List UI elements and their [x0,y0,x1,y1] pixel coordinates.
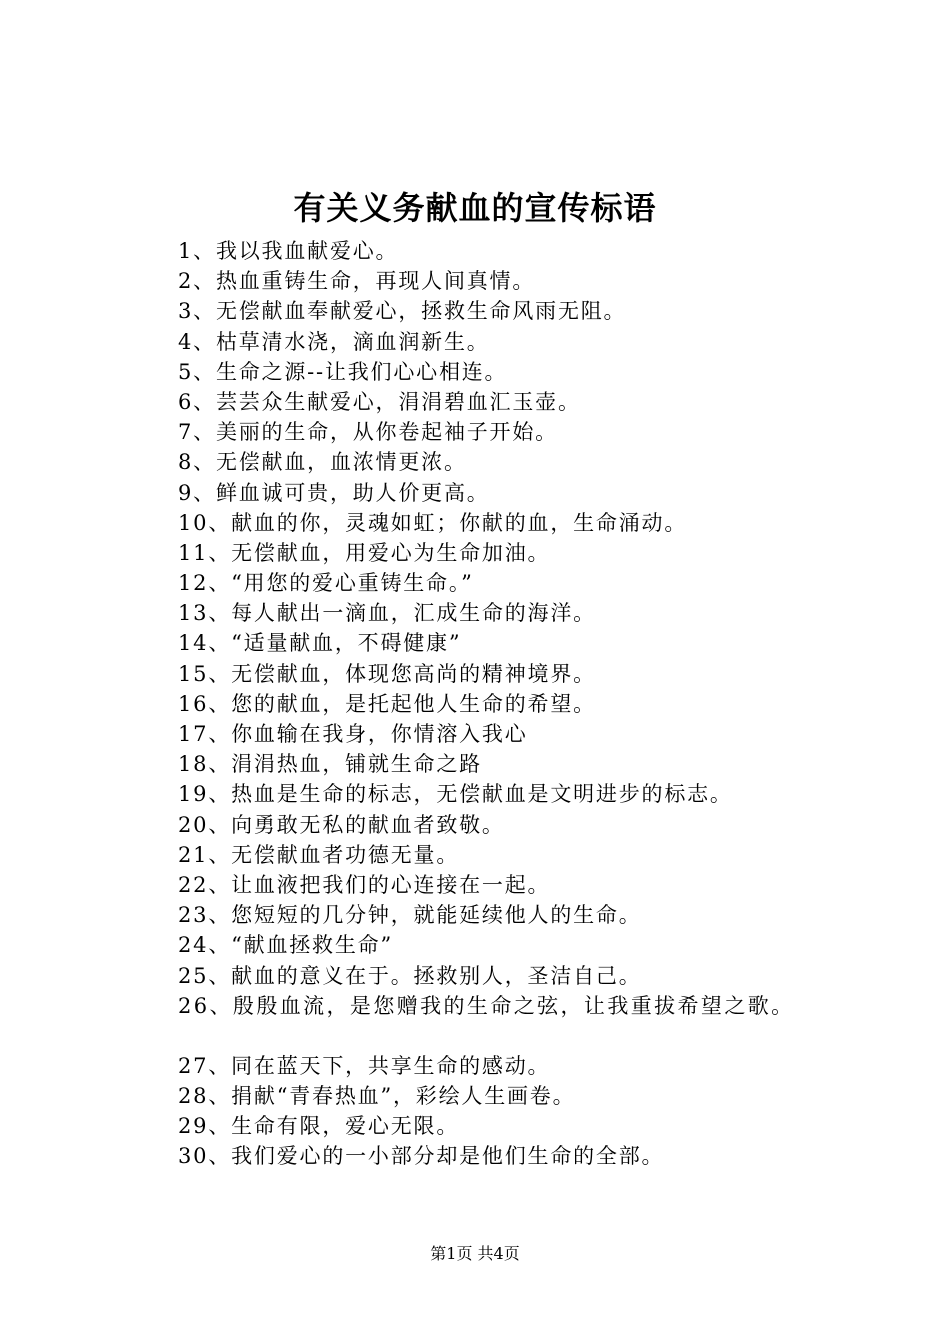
slogan-item: 28、捐献“青春热血”，彩绘人生画卷。 [178,1084,576,1109]
slogan-item: 6、芸芸众生献爱心，涓涓碧血汇玉壶。 [178,389,581,414]
slogan-item: 12、“用您的爱心重铸生命。” [178,571,474,596]
slogan-item: 15、无偿献血，体现您高尚的精神境界。 [178,661,596,686]
slogan-item: 26、殷殷血流，是您赠我的生命之弦，让我重拔希望之歌。 [178,993,795,1018]
slogan-item: 13、每人献出一滴血，汇成生命的海洋。 [178,601,596,626]
slogan-item: 9、鲜血诚可贵，助人价更高。 [178,480,490,505]
slogan-item: 5、生命之源--让我们心心相连。 [178,359,508,384]
slogan-item: 29、生命有限，爱心无限。 [178,1114,460,1139]
slogan-list [178,236,938,1172]
slogan-item: 3、无偿献血奉献爱心，拯救生命风雨无阻。 [178,299,627,324]
slogan-item: 27、同在蓝天下，共享生命的感动。 [178,1053,551,1078]
slogan-item: 4、枯草清水浇，滴血润新生。 [178,329,490,354]
page-number-footer: 第1页 共4页 [430,1244,520,1263]
slogan-item: 7、美丽的生命，从你卷起袖子开始。 [178,420,558,445]
slogan-item: 25、献血的意义在于。拯救别人，圣洁自己。 [178,963,642,988]
slogan-item: 30、我们爱心的一小部分却是他们生命的全部。 [178,1144,665,1169]
slogan-item: 11、无偿献血，用爱心为生命加油。 [178,540,551,565]
slogan-item: 8、无偿献血，血浓情更浓。 [178,450,467,475]
slogan-item: 18、涓涓热血，铺就生命之路 [178,752,482,777]
slogan-item: 21、无偿献血者功德无量。 [178,842,460,867]
slogan-item: 19、热血是生命的标志，无偿献血是文明进步的标志。 [178,782,733,807]
slogan-item: 10、献血的你，灵魂如虹；你献的血，生命涌动。 [178,510,688,535]
slogan-item: 14、“适量献血，不碍健康” [178,631,462,656]
slogan-item: 2、热血重铸生命，再现人间真情。 [178,269,536,294]
slogan-item: 23、您短短的几分钟，就能延续他人的生命。 [178,903,642,928]
slogan-item: 20、向勇敢无私的献血者致敬。 [178,812,505,837]
slogan-item: 16、您的献血，是托起他人生命的希望。 [178,691,596,716]
document-title: 有关义务献血的宣传标语 [293,189,657,227]
slogan-item: 1、我以我血献爱心。 [178,239,399,263]
slogan-item: 17、你血输在我身，你情溶入我心 [178,722,528,746]
slogan-item: 24、“献血拯救生命” [178,933,393,958]
slogan-item: 22、让血液把我们的心连接在一起。 [178,872,551,897]
